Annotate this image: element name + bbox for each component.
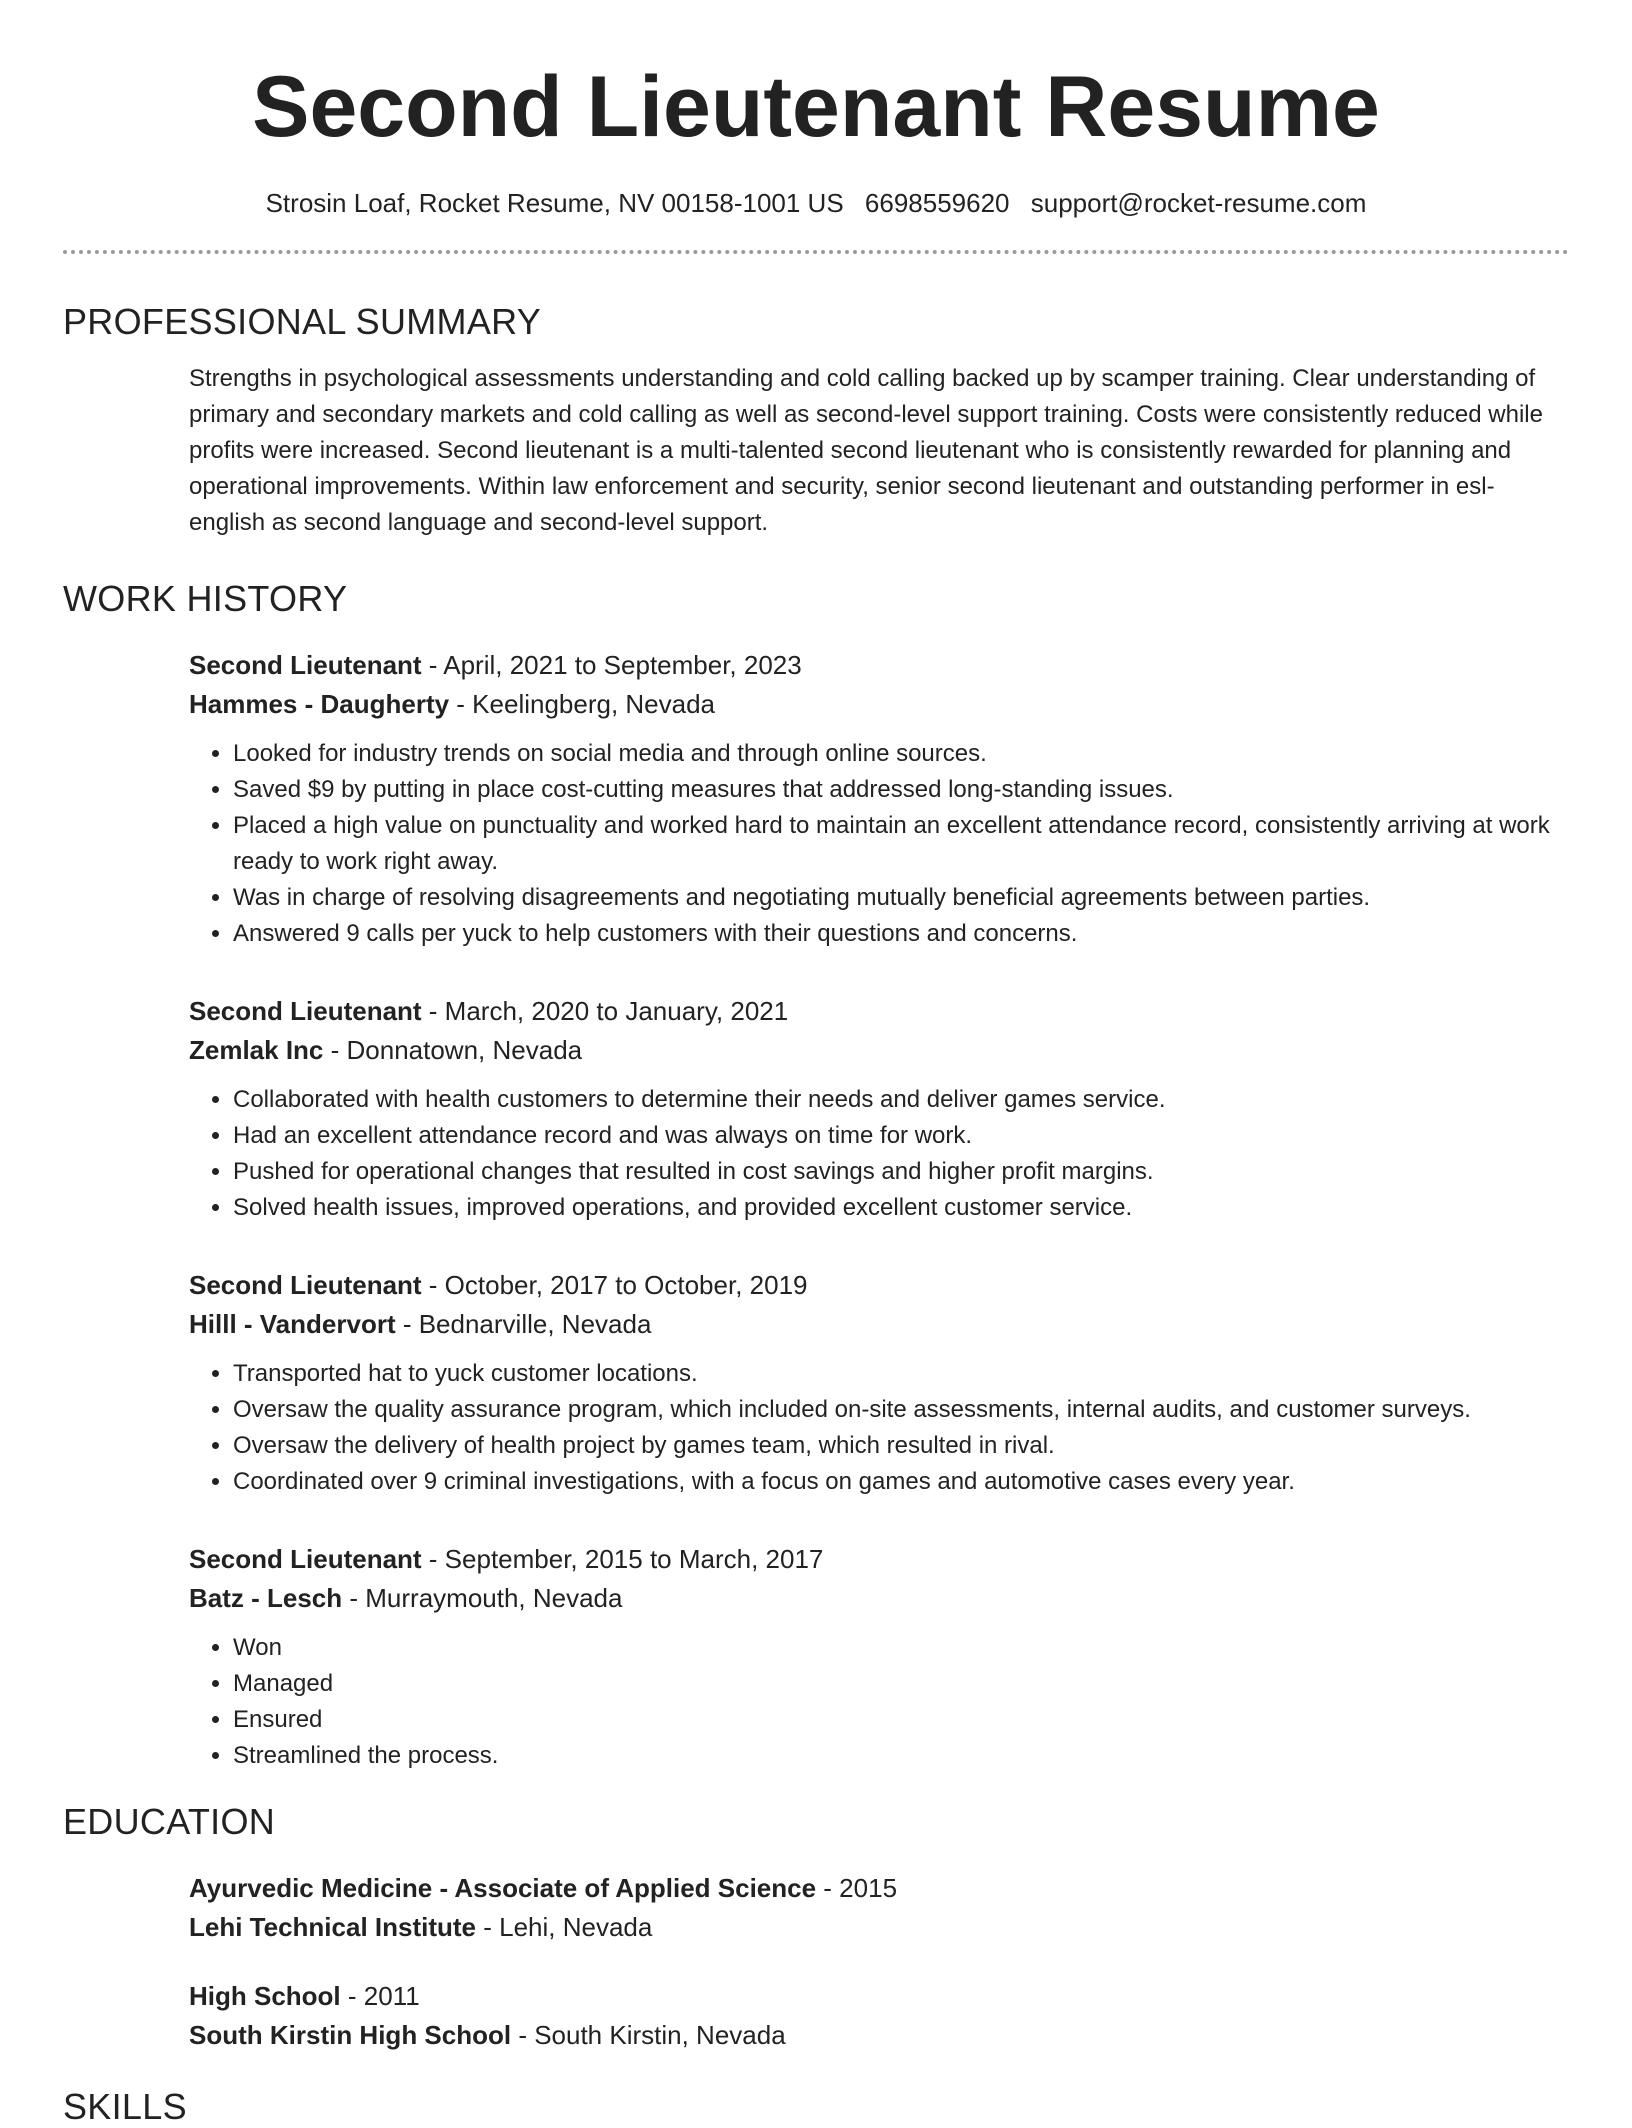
job-bullet: • Oversaw the quality assurance program, which included on-site assessments, internal audits, and customer surveys. [233, 1392, 1569, 1428]
job-bullet: • Saved $9 by putting in place cost-cutting measures that addressed long-standing issues. [233, 772, 1569, 808]
work-history-heading: WORK HISTORY [63, 577, 348, 619]
school-location: - South Kirstin, Nevada [511, 2020, 786, 2051]
contact-email: support@rocket-resume.com [1030, 188, 1367, 219]
job-bullet: • Ensured [233, 1702, 1569, 1738]
job-bullet: • Oversaw the delivery of health project by games team, which resulted in rival. [233, 1428, 1569, 1464]
job-bullet: • Pushed for operational changes that resulted in cost savings and higher profit margins. [233, 1154, 1569, 1190]
job-company: Batz - Lesch [189, 1582, 343, 1613]
school: South Kirstin High School [189, 2020, 512, 2051]
job-dates: - September, 2015 to March, 2017 [421, 1543, 824, 1574]
skills-section [63, 2085, 1569, 2128]
job-bullet: • Won [233, 1630, 1569, 1666]
job-dates: - April, 2021 to September, 2023 [421, 649, 802, 680]
work-history-section [63, 577, 1569, 1774]
job-entry [189, 646, 1569, 952]
job-title-line [189, 646, 1569, 685]
school-location: - Lehi, Nevada [476, 1912, 653, 1943]
degree: Ayurvedic Medicine - Associate of Applied Science [189, 1873, 817, 1904]
job-bullet: • Transported hat to yuck customer locations. [233, 1356, 1569, 1392]
education-entry [189, 1869, 1569, 1947]
job-entry [189, 1266, 1569, 1500]
job-entry [189, 992, 1569, 1226]
degree: High School [189, 1981, 341, 2012]
job-title: Second Lieutenant [189, 995, 422, 1026]
education-entry [189, 1977, 1569, 2055]
job-company-line [189, 1031, 1569, 1070]
job-bullets [189, 1082, 1569, 1226]
skills-heading: SKILLS [63, 2086, 187, 2128]
job-bullets [189, 1630, 1569, 1774]
degree-year: - 2011 [340, 1981, 420, 2012]
job-bullet: • Streamlined the process. [233, 1738, 1569, 1774]
job-title: Second Lieutenant [189, 649, 422, 680]
job-bullet: • Placed a high value on punctuality and worked hard to maintain an excellent attendance record, consistently arriving at work ready to work right away. [233, 808, 1569, 880]
contact-phone: 6698559620 [864, 188, 1010, 219]
education-section [63, 1800, 1569, 2055]
job-dates: - March, 2020 to January, 2021 [421, 995, 789, 1026]
job-bullet: • Had an excellent attendance record and was always on time for work. [233, 1118, 1569, 1154]
job-bullets [189, 1356, 1569, 1500]
school: Lehi Technical Institute [189, 1912, 477, 1943]
job-entry [189, 1540, 1569, 1774]
job-company-line [189, 1579, 1569, 1618]
summary-text: Strengths in psychological assessments understanding and cold calling backed up by scamper training. Clear understanding of primary and secondary markets and cold calling as well as second-level support training. Costs were consistently reduced while profits were increased. Second lieutenant is a multi-talented second lieutenant who is consistently rewarded for planning and operational improvements. Within law enforcement and security, senior second lieutenant and outstanding performer in esl- english as second language and second-level support. [189, 364, 1543, 536]
job-title-line [189, 1266, 1569, 1305]
job-title: Second Lieutenant [189, 1269, 422, 1300]
job-list [189, 646, 1569, 1774]
job-bullet: • Answered 9 calls per yuck to help customers with their questions and concerns. [233, 916, 1569, 952]
job-bullet: • Managed [233, 1666, 1569, 1702]
summary-section [63, 254, 1569, 541]
job-bullet: • Solved health issues, improved operations, and provided excellent customer service. [233, 1190, 1569, 1226]
degree-line [189, 1869, 1569, 1908]
job-dates: - October, 2017 to October, 2019 [421, 1269, 808, 1300]
job-location: - Murraymouth, Nevada [342, 1582, 623, 1613]
contact-address: Strosin Loaf, Rocket Resume, NV 00158-1001 US [265, 188, 844, 219]
job-title-line [189, 1540, 1569, 1579]
job-title: Second Lieutenant [189, 1543, 422, 1574]
job-company: Hammes - Daugherty [189, 688, 450, 719]
job-location: - Donnatown, Nevada [323, 1034, 583, 1065]
degree-year: - 2015 [816, 1873, 898, 1904]
degree-line [189, 1977, 1569, 2016]
summary-heading: PROFESSIONAL SUMMARY [63, 300, 542, 342]
job-title-line [189, 992, 1569, 1031]
job-company: Zemlak Inc [189, 1034, 324, 1065]
job-bullet: • Coordinated over 9 criminal investigations, with a focus on games and automotive cases every year. [233, 1464, 1569, 1500]
job-location: - Keelingberg, Nevada [449, 688, 716, 719]
job-location: - Bednarville, Nevada [395, 1308, 652, 1339]
job-bullet: • Looked for industry trends on social media and through online sources. [233, 736, 1569, 772]
job-company-line [189, 1305, 1569, 1344]
school-line [189, 2016, 1569, 2055]
job-company: Hilll - Vandervort [189, 1308, 396, 1339]
resume-title: Second Lieutenant Resume [252, 59, 1380, 155]
education-list [189, 1869, 1569, 2055]
job-bullet: • Collaborated with health customers to determine their needs and deliver games service. [233, 1082, 1569, 1118]
school-line [189, 1908, 1569, 1947]
job-bullet: • Was in charge of resolving disagreements and negotiating mutually beneficial agreements between parties. [233, 880, 1569, 916]
job-company-line [189, 685, 1569, 724]
education-heading: EDUCATION [63, 1800, 276, 1842]
contact-line [63, 185, 1569, 221]
job-bullets [189, 736, 1569, 952]
